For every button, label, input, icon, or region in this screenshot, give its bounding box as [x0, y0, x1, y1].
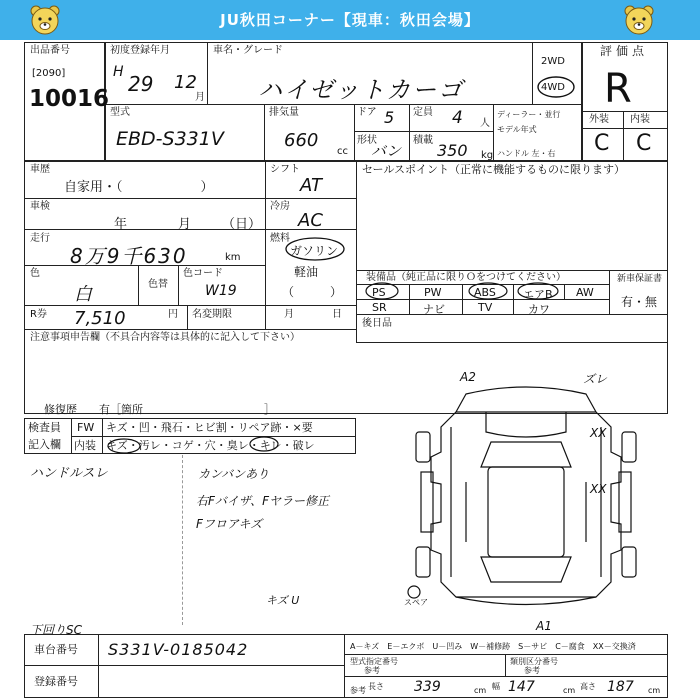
load-label: 積載 [413, 135, 433, 146]
color-label: 色 [30, 268, 40, 279]
equip-airbag: エアB [523, 288, 553, 301]
color-value: 白 [74, 284, 92, 305]
damage-legend: A－キズ E－エクボ U－凹み W－補修跡 S－サビ C－腐食 XX－交換済 [350, 642, 636, 651]
diagram-spare-label: スペア [404, 598, 428, 607]
lot-label: 出品番号 [30, 45, 70, 56]
name-change-label: 名変期限 [192, 309, 232, 320]
interior-label: 内装 [630, 114, 650, 125]
color-code-label: 色コード [183, 268, 223, 279]
drive-circle-mark [536, 75, 576, 99]
length-unit: cm [474, 686, 487, 695]
equip-ps-circle [364, 282, 400, 300]
length-label: 長さ [368, 682, 384, 691]
grade-label: 評価点 [600, 44, 649, 58]
equip-ps: PS [372, 286, 386, 299]
interior-items: キズ・汚レ・コゲ・穴・臭レ・キレ・破レ [106, 439, 315, 452]
color-code-value: W19 [205, 283, 237, 299]
notes-divider [182, 455, 183, 625]
model-label: 型式 [110, 107, 130, 118]
sales-point-label: セールスポイント（正常に機能するものに限ります） [362, 163, 626, 176]
diagram-mark-a2: A2 [460, 370, 476, 384]
inspection-month: 月 [178, 217, 192, 232]
width-value: 147 [508, 679, 535, 695]
recycle-unit: 円 [168, 309, 178, 320]
shape-value: バン [371, 142, 402, 160]
handle-label: ハンドル 左・右 [497, 149, 556, 158]
inspector-marks [104, 418, 144, 454]
equipment-label: 装備品（純正品に限りＯをつけてください） [366, 272, 566, 283]
diagram-mark-xx-2: XX [590, 482, 607, 496]
bear-mascot-icon [28, 3, 62, 37]
diagram-mark-a1: A1 [536, 619, 552, 633]
model-value: EBD-S331V [116, 128, 224, 150]
shift-value: AT [300, 175, 322, 196]
equip-navi: ナビ [423, 303, 445, 316]
capacity-value: 4 [452, 108, 463, 128]
chassis-label: 車台番号 [34, 643, 78, 656]
notes-label: 注意事項申告欄（不具合内容等は具体的に記入して下さい） [30, 332, 300, 343]
equip-aw: AW [576, 286, 594, 299]
diagram-mark-xx-1: XX [590, 426, 607, 440]
equip-pw: PW [424, 286, 442, 299]
registration-number-label: 登録番号 [34, 675, 78, 688]
warranty-label: 新車保証書 [617, 274, 663, 284]
length-value: 339 [414, 679, 441, 695]
recycle-label: R券 [30, 309, 47, 320]
note-scratch-u: キズ U [266, 594, 300, 607]
registration-month-unit: 月 [195, 92, 205, 103]
fuel-diesel: 軽油 [294, 265, 319, 279]
drive-2wd: 2WD [541, 56, 565, 67]
diagram-mark-gap: ズレ [583, 372, 608, 386]
category-label: 類別区分番号 [510, 657, 558, 666]
history-value: 自家用・（ ） [64, 180, 214, 195]
inspection-day: （日） [222, 217, 262, 232]
name-change-day: 日 [332, 309, 342, 320]
registration-label: 初度登録年月 [110, 45, 170, 56]
width-label: 幅 [492, 682, 500, 691]
interior-row-label: 内装 [74, 439, 96, 452]
car-damage-diagram [396, 372, 656, 622]
doors-label: ドア [357, 107, 377, 118]
equip-tv: TV [478, 301, 493, 314]
displacement-label: 排気量 [269, 107, 299, 118]
dimensions-ref: 参考 [350, 686, 366, 695]
name-change-month: 月 [284, 309, 294, 320]
equip-abs: ABS [474, 286, 496, 299]
inspector-entry-label: 記入欄 [28, 438, 61, 451]
shape-label: 形状 [357, 135, 377, 146]
equip-airbag-circle [516, 282, 560, 300]
note-visor-repair: 右Fバイザ、Fヤラー修正 [196, 494, 329, 508]
equip-leather: カワ [528, 303, 550, 316]
load-value: 350 [437, 141, 468, 160]
bear-mascot-icon [622, 3, 656, 37]
fuel-other: （ ） [282, 285, 343, 299]
note-underbody: 下回りSC [30, 623, 82, 637]
note-handle-scuff: ハンドルスレ [30, 466, 108, 481]
mileage-value: 8万9千630 [70, 244, 188, 268]
exterior-grade: C [594, 131, 610, 156]
fuel-circle-mark [284, 236, 346, 262]
height-value: 187 [607, 679, 634, 695]
registration-era: H [113, 64, 124, 80]
registration-month: 12 [174, 72, 197, 93]
chassis-number: S331V-0185042 [108, 640, 249, 659]
grade-value: R [604, 66, 632, 112]
category-ref: 参考 [524, 666, 540, 675]
recycle-value: 7,510 [74, 308, 126, 329]
exterior-label: 外装 [589, 114, 609, 125]
type-designation-ref: 参考 [364, 666, 380, 675]
dealer-label: ディーラー・並行 [497, 110, 561, 119]
vehicle-name: ハイゼットカーゴ [258, 76, 465, 104]
drive-4wd: 4WD [541, 82, 565, 93]
height-label: 高さ [580, 682, 596, 691]
fuel-gasoline: ガソリン [290, 244, 339, 258]
fw-label: FW [77, 421, 95, 434]
odor-circle-mark [248, 435, 280, 453]
interior-grade: C [636, 131, 652, 156]
history-label: 車歴 [30, 164, 50, 175]
height-unit: cm [648, 686, 661, 695]
lot-number: 10016 [29, 86, 110, 112]
equip-abs-circle [467, 282, 509, 300]
note-floor-scratch: Fフロアキズ [196, 517, 263, 531]
inspection-label: 車検 [30, 201, 50, 212]
fw-items: キズ・凹・飛石・ヒビ割・リペア跡・×要 [106, 421, 313, 434]
lot-code: [2090] [32, 68, 66, 79]
displacement-unit: cc [337, 146, 348, 157]
repair-history: 修復歴 有［箇所 ］ [44, 403, 275, 416]
displacement-value: 660 [284, 130, 319, 151]
color-change-label: 色替 [148, 279, 168, 290]
mileage-label: 走行 [30, 233, 50, 244]
warranty-value: 有・無 [621, 295, 658, 309]
ac-label: 冷房 [270, 201, 290, 212]
width-unit: cm [563, 686, 576, 695]
model-year-label: モデル年式 [497, 125, 537, 134]
registration-year: 29 [128, 72, 154, 96]
fuel-label: 燃料 [270, 233, 290, 244]
capacity-unit: 人 [480, 118, 490, 129]
equip-sr: SR [372, 301, 387, 314]
mileage-unit: km [225, 252, 241, 263]
type-designation-label: 型式指定番号 [350, 657, 398, 666]
inspector-label: 検査員 [28, 421, 61, 434]
header-title: JU秋田コーナー【現車：秋田会場】 [220, 11, 480, 29]
doors-value: 5 [384, 108, 395, 127]
shift-label: シフト [270, 164, 300, 175]
ac-value: AC [298, 210, 323, 231]
capacity-label: 定員 [413, 107, 433, 118]
inspection-year: 年 [114, 217, 128, 232]
rear-items-label: 後日品 [362, 318, 392, 329]
note-signboard: カンバンあり [198, 467, 270, 481]
vehicle-name-label: 車名・グレード [213, 45, 283, 56]
load-unit: kg [481, 150, 494, 161]
